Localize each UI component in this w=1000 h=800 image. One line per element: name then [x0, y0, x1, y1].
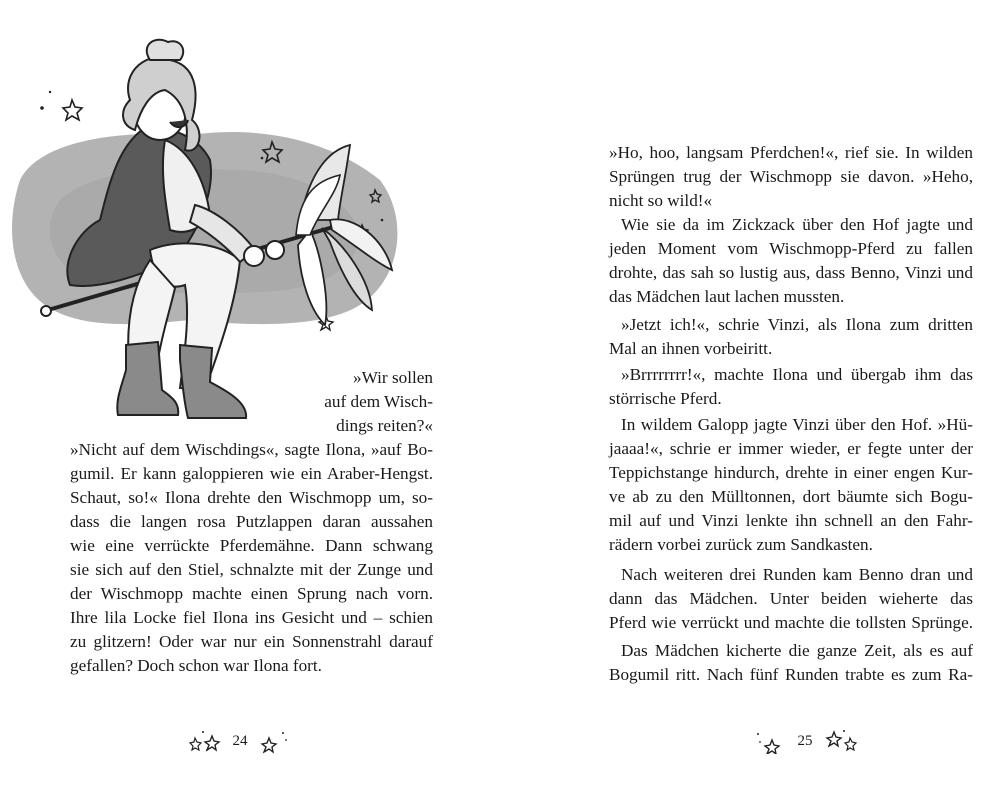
text-line: störrische Pferd. — [609, 389, 722, 408]
text-line: Das Mädchen kicherte die ganze Zeit, als es auf — [621, 641, 973, 660]
text-line: gumil. Er kann galoppieren wie ein Araber-Hengst. — [70, 464, 433, 483]
text-line: der Wischmopp machte einen Sprung nach vorn. — [70, 584, 433, 603]
text-line: auf dem Wisch- — [324, 392, 433, 411]
page-number-folio — [735, 728, 875, 758]
sparkle-star-icon — [824, 728, 858, 754]
sparkle-star-icon — [259, 728, 293, 754]
text-line: ve ab zu den Mülltonnen, dort bäumte sich Bogu- — [609, 487, 973, 506]
text-line: sie sich auf den Stiel, schnalzte mit der Zunge und — [70, 560, 433, 579]
sparkle-star-icon — [187, 728, 221, 754]
text-line: Mal an ihnen vorbeiritt. — [609, 339, 773, 358]
cowboy-boot-icon — [117, 342, 246, 418]
text-line: rädern vorbei zurück zum Sandkasten. — [609, 535, 873, 554]
text-line: wie eine verrückte Pferdemähne. Dann schwang — [70, 536, 433, 555]
page-number: 25 — [797, 732, 813, 749]
text-line: Schaut, so!« Ilona drehte den Wischmopp um, so- — [70, 488, 433, 507]
text-line: »Nicht auf dem Wischdings«, sagte Ilona, »auf Bo- — [70, 440, 433, 459]
text-line: Ihre lila Locke fiel Ilona ins Gesicht und – schien — [70, 608, 433, 627]
text-line: mil auf und Vinzi lenkte ihn schnell an den Fahr- — [609, 511, 973, 530]
text-line: Bogumil ritt. Nach fünf Runden trabte es zum Ra- — [609, 665, 973, 684]
text-line: dings reiten?« — [336, 416, 433, 435]
text-line: Sprüngen trug der Wischmopp sie davon. »Heho, — [609, 167, 973, 186]
text-line: »Wir sollen — [353, 368, 433, 387]
text-line: dass die langen rosa Putzlappen daran aussahen — [70, 512, 433, 531]
text-line: Wie sie da im Zickzack über den Hof jagte und — [621, 215, 973, 234]
sparkle-star-icon — [752, 728, 786, 754]
page-number: 24 — [232, 732, 248, 749]
text-line: In wildem Galopp jagte Vinzi über den Hof. »Hü- — [621, 415, 973, 434]
text-line: Teppichstange hindurch, drehte in einer engen Kur- — [609, 463, 973, 482]
text-line: zu glitzern! Oder war nur ein Sonnenstrahl darauf — [70, 632, 433, 651]
text-line: »Jetzt ich!«, schrie Vinzi, als Ilona zum dritten — [621, 315, 973, 334]
text-line: nicht so wild!« — [609, 191, 713, 210]
text-line: Nach weiteren drei Runden kam Benno dran und — [621, 565, 973, 584]
text-line: das Mädchen laut lachen mussten. — [609, 287, 845, 306]
text-line: jeden Moment vom Wischmopp-Pferd zu fallen — [609, 239, 973, 258]
text-line: dann das Mädchen. Unter beiden wieherte das — [609, 589, 973, 608]
sparkle-star-icon — [63, 100, 82, 120]
text-line: drohte, das sah so lustig aus, dass Benno, Vinzi und — [609, 263, 973, 282]
text-line: »Ho, hoo, langsam Pferdchen!«, rief sie. In wilden — [609, 143, 973, 162]
text-line: »Brrrrrrrr!«, machte Ilona und übergab ihm das — [621, 365, 973, 384]
text-line: jaaaa!«, schrie er immer wieder, er fegte unter der — [609, 439, 973, 458]
mop-ride-illustration — [0, 30, 440, 420]
text-line: gefallen? Doch schon war Ilona fort. — [70, 656, 322, 675]
page-number-folio — [170, 728, 310, 758]
text-line: Pferd wie verrückt und machte die tollsten Sprünge. — [609, 613, 973, 632]
right-page — [500, 0, 1000, 800]
